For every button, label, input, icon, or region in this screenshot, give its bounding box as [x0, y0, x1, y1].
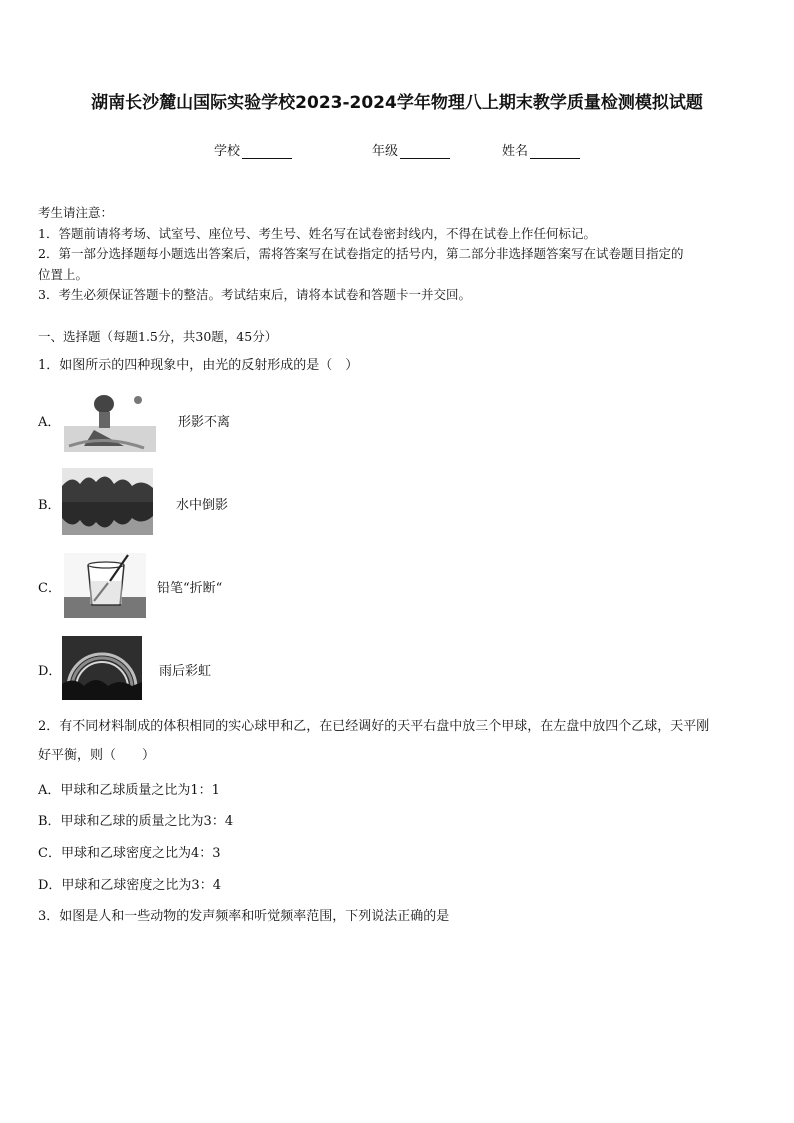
q1-option-a-letter: A．: [38, 415, 61, 430]
notice-item: 位置上。: [38, 266, 89, 282]
name-blank[interactable]: [530, 144, 580, 159]
question-2-line-2: 好平衡，则（ ）: [38, 748, 156, 763]
q2-option-d: D．甲球和乙球密度之比为3：4: [38, 878, 221, 893]
q1-option-d-label: 雨后彩虹: [159, 664, 212, 679]
pencil-glass-image: [64, 553, 146, 618]
grade-field[interactable]: 年级: [372, 140, 450, 159]
q1-option-d-letter: D．: [38, 664, 62, 679]
question-2-stem: [38, 712, 760, 770]
q2-option-a: A．甲球和乙球质量之比为1：1: [38, 783, 220, 798]
rainbow-image: [62, 636, 142, 700]
shadow-image: [64, 386, 156, 452]
q1-option-a-label: 形影不离: [178, 415, 231, 430]
school-field[interactable]: 学校: [214, 140, 292, 159]
info-fields: [0, 140, 794, 159]
name-field[interactable]: 姓名: [502, 140, 580, 159]
notice-item: 1．答题前请将考场、试室号、座位号、考生号、姓名写在试卷密封线内，不得在试卷上作任何标记。: [38, 225, 596, 241]
notice-block: [38, 203, 760, 306]
question-3-stem: 3．如图是人和一些动物的发声频率和听觉频率范围，下列说法正确的是: [38, 909, 450, 924]
page-title: 湖南长沙麓山国际实验学校2023-2024学年物理八上期末教学质量检测模拟试题: [91, 93, 703, 113]
q2-option-b: B．甲球和乙球的质量之比为3：4: [38, 814, 234, 829]
notice-item: 2．第一部分选择题每小题选出答案后，需将答案写在试卷指定的括号内，第二部分非选择题答案写在试卷题目指定的: [38, 246, 684, 261]
q2-option-c: C．甲球和乙球密度之比为4：3: [38, 846, 221, 861]
notice-heading: 考生请注意：: [38, 205, 114, 220]
q1-option-b-letter: B．: [38, 498, 61, 513]
grade-blank[interactable]: [400, 144, 450, 159]
notice-item: 3．考生必须保证答题卡的整洁。考试结束后，请将本试卷和答题卡一并交回。: [38, 287, 471, 302]
q1-option-c-letter: C．: [38, 581, 61, 596]
q1-option-c-label: 铅笔“折断“: [157, 581, 223, 596]
section-heading: 一、选择题（每题1.5分，共30题，45分）: [38, 329, 278, 344]
school-blank[interactable]: [242, 144, 292, 159]
question-2-line-1: 2．有不同材料制成的体积相同的实心球甲和乙，在已经调好的天平右盘中放三个甲球，在左盘中放四个乙球，天平刚: [38, 719, 710, 734]
q1-option-b-label: 水中倒影: [176, 498, 229, 513]
reflection-image: [62, 468, 153, 535]
question-1-stem: 1．如图所示的四种现象中，由光的反射形成的是（ ）: [38, 358, 359, 373]
